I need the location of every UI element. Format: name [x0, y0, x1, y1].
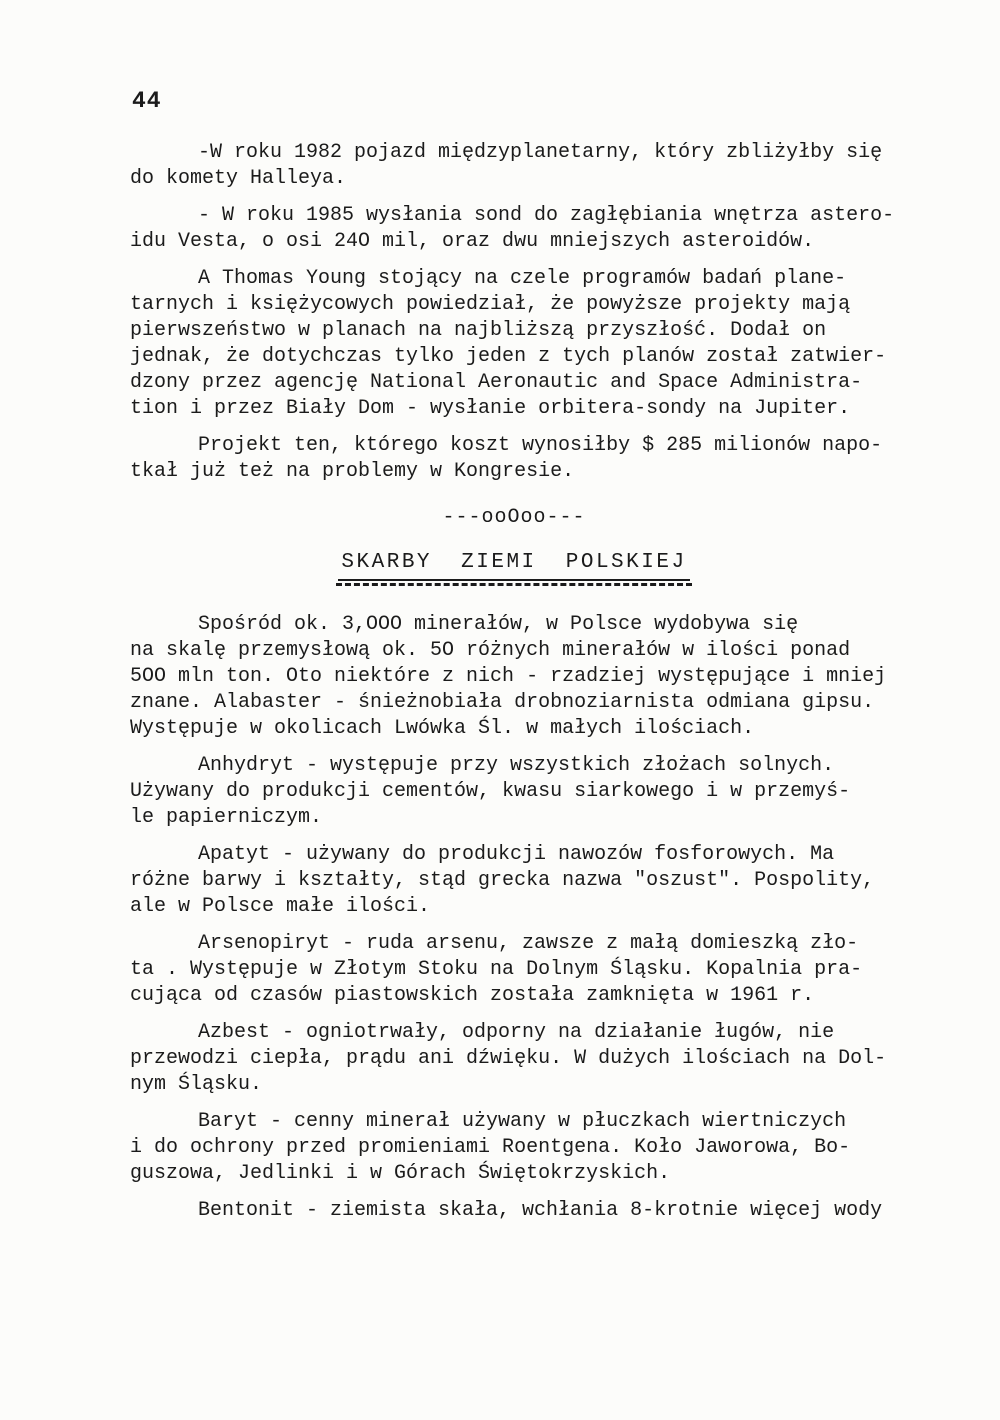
text-line: idu Vesta, o osi 24O mil, oraz dwu mniejszych asteroidów.	[130, 230, 815, 253]
paragraph	[130, 203, 898, 255]
text-line: pierwszeństwo w planach na najbliższą przyszłość. Dodał on	[130, 319, 827, 342]
heading-dashed-underline	[336, 583, 692, 586]
text-line: Projekt ten, którego koszt wynosiłby $ 285 milionów napo-	[198, 434, 883, 457]
page-number: 44	[132, 88, 162, 114]
paragraph	[130, 1198, 898, 1224]
text-line: tion i przez Biały Dom - wysłanie orbitera-sondy na Jupiter.	[130, 397, 851, 420]
text-line: dzony przez agencję National Aeronautic and Space Administra-	[130, 371, 863, 394]
text-line: Używany do produkcji cementów, kwasu siarkowego i w przemyś-	[130, 780, 851, 803]
paragraph	[130, 842, 898, 920]
text-line: tarnych i księżycowych powiedział, że powyższe projekty mają	[130, 293, 851, 316]
paragraph	[130, 140, 898, 192]
section-heading: SKARBY ZIEMI POLSKIEJ	[338, 550, 689, 581]
text-line: Spośród ok. 3,OOO minerałów, w Polsce wydobywa się	[198, 613, 799, 636]
text-line: Występuje w okolicach Lwówka Śl. w małych ilościach.	[130, 717, 755, 740]
text-line: i do ochrony przed promieniami Roentgena. Koło Jaworowa, Bo-	[130, 1136, 851, 1159]
text-line: cująca od czasów piastowskich została zamknięta w 1961 r.	[130, 984, 815, 1007]
text-line: Baryt - cenny minerał używany w płuczkach wiertniczych	[198, 1110, 847, 1133]
paragraph	[130, 931, 898, 1009]
text-line: Azbest - ogniotrwały, odporny na działanie ługów, nie	[198, 1021, 835, 1044]
paragraph	[130, 266, 898, 422]
text-line: - W roku 1985 wysłania sond do zagłębiania wnętrza astero-	[198, 204, 895, 227]
text-line: -W roku 1982 pojazd międzyplanetarny, który zbliżyłby się	[198, 141, 883, 164]
text-line: nym Śląsku.	[130, 1073, 263, 1096]
text-line: ale w Polsce małe ilości.	[130, 895, 431, 918]
text-line: Bentonit - ziemista skała, wchłania 8-krotnie więcej wody	[198, 1199, 883, 1222]
text-line: guszowa, Jedlinki i w Górach Świętokrzyskich.	[130, 1162, 671, 1185]
text-line: 5OO mln ton. Oto niektóre z nich - rzadziej występujące i mniej	[130, 665, 887, 688]
text-line: A Thomas Young stojący na czele programów badań plane-	[198, 267, 847, 290]
section-heading-block	[130, 550, 898, 586]
text-line: na skalę przemysłową ok. 5O różnych minerałów w ilości ponad	[130, 639, 851, 662]
paragraph	[130, 433, 898, 485]
text-line: jednak, że dotychczas tylko jeden z tych planów został zatwier-	[130, 345, 887, 368]
text-line: Arsenopiryt - ruda arsenu, zawsze z małą domieszką zło-	[198, 932, 859, 955]
text-line: różne barwy i kształty, stąd grecka nazwa "oszust". Pospolity,	[130, 869, 875, 892]
text-line: Apatyt - używany do produkcji nawozów fosforowych. Ma	[198, 843, 835, 866]
text-line: le papierniczym.	[130, 806, 323, 829]
paragraph	[130, 1109, 898, 1187]
text-line: znane. Alabaster - śnieżnobiała drobnoziarnista odmiana gipsu.	[130, 691, 875, 714]
text-line: do komety Halleya.	[130, 167, 347, 190]
paragraph	[130, 753, 898, 831]
text-line: ta . Występuje w Złotym Stoku na Dolnym Śląsku. Kopalnia pra-	[130, 958, 863, 981]
text-line: przewodzi ciepła, prądu ani dźwięku. W dużych ilościach na Dol-	[130, 1047, 887, 1070]
paragraph	[130, 1020, 898, 1098]
text-line: Anhydryt - występuje przy wszystkich złożach solnych.	[198, 754, 835, 777]
document-body	[130, 140, 898, 1235]
text-line: tkał już też na problemy w Kongresie.	[130, 460, 575, 483]
paragraph	[130, 612, 898, 742]
section-separator: ---ooOoo---	[442, 506, 586, 529]
